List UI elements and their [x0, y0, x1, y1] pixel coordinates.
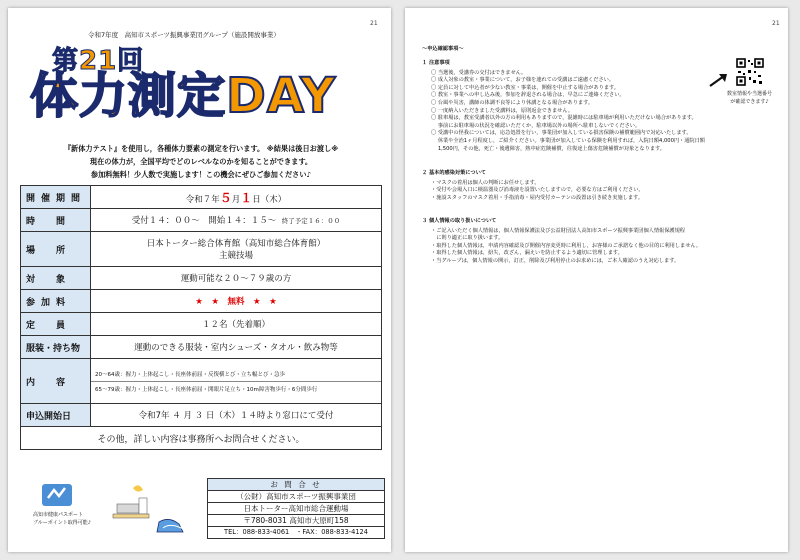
intro-line: 『新体力テスト』を使用し，各種体力要素の測定を行います。 ※結果は後日お渡し※ [63, 144, 339, 153]
section-heading: ～申込確認事項～ [422, 46, 464, 52]
qr-code-icon [736, 58, 764, 86]
target-label: 対 象 [21, 267, 91, 290]
table-row [21, 267, 382, 290]
logo-caption-line: ブルーポイント取得可能♪ [33, 520, 91, 526]
qr-caption-line: 数室情報や当選番号 [727, 91, 773, 97]
date-suffix: 日（木） [252, 194, 287, 205]
application-notes-page [405, 8, 788, 552]
content-value [91, 359, 382, 404]
section-list [422, 180, 767, 203]
list-item: ・当グループは，個人情報の開示，訂正，削除及び利用停止のお求めには，ご本人確認のうえ対応します。 [431, 257, 680, 264]
date-day: １ [240, 190, 253, 205]
table-row [21, 336, 382, 359]
contact-line: TEL：088-833-4061 ・FAX：088-833-4124 [224, 528, 368, 536]
list-item: に則り適正に取り扱います。 [431, 235, 504, 242]
list-item: 1,500円，その他，死亡・後遺障害，熱中症危険補償，往復途上傷害危険補償が対象となります。 [431, 145, 665, 152]
date-month: ５ [219, 190, 232, 205]
contact-box [207, 478, 385, 539]
time-main: 受付１４：００～ 開始１４：１５～ [131, 216, 277, 226]
page-title: 体力測定DAY [30, 68, 337, 124]
notes-heading [422, 46, 767, 56]
target-value: 運動可能な２０～７９歳の方 [91, 267, 382, 290]
intro-text [20, 142, 382, 181]
flyer-page [8, 8, 391, 552]
list-item: 〇 定員に対して申込者が少ない教室・事業は，開催を中止する場合があります。 [431, 84, 619, 91]
table-row [21, 427, 382, 450]
date-month-unit: 月 [231, 194, 241, 205]
section-infection [422, 170, 767, 202]
contact-line: （公財）高知市スポーツ振興事業団 [208, 491, 384, 503]
section-list [422, 70, 712, 154]
list-item: ・ご記入いただく個人情報は，個人情報保護法及び公益財団法人高知市スポーツ振興事業団個人情報保護規程 [431, 227, 685, 234]
list-item: 〇 一度納入いただきました受講料は，原則返金できません。 [431, 107, 574, 114]
date-value [91, 186, 382, 209]
table-row [21, 290, 382, 313]
contact-line: 日本トーター高知市総合運動場 [208, 503, 384, 515]
logo-caption [33, 511, 91, 527]
date-label: 開催期間 [21, 186, 91, 209]
capacity-value: １２名（先着順） [91, 313, 382, 336]
sports-equipment-illustration [103, 478, 191, 540]
table-row [21, 404, 382, 427]
page-number: 21 [772, 20, 780, 27]
list-item: 〇 台風や災害，講師の体調不良等により休講となる場合があります。 [431, 99, 594, 106]
list-item: ・受付や会場入口に検温器及び消毒液を設置いたしますので，必要な方はご利用ください。 [431, 187, 644, 194]
page-number: 21 [370, 20, 378, 27]
table-row [21, 313, 382, 336]
organizer-line: 令和7年度 高知市スポーツ振興事業団グループ（施設開放事業） [88, 31, 280, 39]
apply-value: 令和7年 ４ 月 ３ 日（木）１４時より窓口にて受付 [91, 404, 382, 427]
list-item: 休業や全治1ヶ月程度し，ご紹介ください。事業団が加入している保険を利用すれば，入院日額4,000円・通院日額 [431, 137, 705, 144]
fee-value: ★ ★ 無料 ★ ★ [91, 290, 382, 313]
list-item: 〇 受講中の怪我については，応急処置を行い，事業団が加入している損害保険の補償範囲内で対応いたします。 [431, 130, 692, 137]
place-value [91, 232, 382, 267]
title-number: 第21回 [52, 46, 145, 76]
list-item: 〇 駐車場は，教室受講者以外の方の利用もありますので，混雑時には駐車場が利用いただけない場合があります。 [431, 115, 697, 122]
content-label: 内 容 [21, 359, 91, 404]
clothing-label: 服装・持ち物 [21, 336, 91, 359]
list-item: 〇 成人対象の教室・事業について，お子様を連れての受講はご遠慮ください。 [431, 77, 615, 84]
logo-caption-line: 高知市健康パスポート [33, 512, 84, 518]
time-value [91, 209, 382, 232]
qr-caption-line: が確認できます♪ [730, 99, 769, 105]
other-info: その他，詳しい内容は事務所へお問合せください。 [21, 427, 382, 450]
list-item: ・取得した個人情報は，申請内容確認及び開催内容変更時に利用し，お客様のご承諾なく他の目的に利用しません。 [431, 242, 702, 249]
intro-line: 現在の体力が，全国平均でどのレベルなのかを知ることができます。 [89, 157, 313, 166]
list-item: 事前にお駐車場の状況を確認いただくか，駐車場以外の場所へ駐車しないでください。 [431, 122, 641, 129]
contact-line: 〒780-8031 高知市大原町158 [208, 515, 384, 527]
place-line: 主競技場 [218, 251, 253, 261]
list-item: ・施設スタッフのマスク着用・手指消毒・屋内受付カーテンの設置は引き続き実施します。 [431, 194, 644, 201]
list-item: ・マスクの着用は個人の判断にお任せします。 [431, 179, 540, 186]
content-item: 20～64歳：握力・上体起こし・長座体前屈・反復横とび・立ち幅とび・急歩 [91, 367, 381, 382]
health-passport-logo [40, 482, 74, 508]
section-title: ２ 基本的感染対策について [422, 170, 486, 176]
list-item: ・取得した個人情報は，紛失，改ざん，漏えいを防止するよう適切に管理します。 [431, 250, 623, 257]
time-end: 終了予定１６：００ [281, 217, 341, 225]
list-item: 〇 当選後，受講券の交付はできません。 [431, 69, 527, 76]
table-row [21, 186, 382, 209]
section-list [422, 228, 767, 266]
place-line: 日本トーター総合体育館（高知市総合体育館） [146, 239, 326, 249]
table-row [21, 209, 382, 232]
fee-label: 参加料 [21, 290, 91, 313]
section-title: １ 注意事項 [422, 60, 450, 66]
capacity-label: 定 員 [21, 313, 91, 336]
intro-line: 参加料無料！少人数で実施します！この機会にぜひご参加ください♪ [90, 170, 312, 179]
contact-title: お 問 合 せ [208, 479, 384, 491]
section-privacy [422, 218, 767, 266]
place-label: 場 所 [21, 232, 91, 267]
time-label: 時 間 [21, 209, 91, 232]
list-item: 〇 教室・事業への申し込み後，参加を辞退される場合は，早急にご連絡ください。 [431, 92, 625, 99]
event-info-table [20, 185, 382, 450]
section-notes [422, 60, 712, 153]
qr-caption [727, 90, 772, 106]
content-item: 65～79歳：握力・上体起こし・長座体前屈・開眼片足立ち・10m障害物歩行・6分間歩行 [95, 386, 318, 393]
clothing-value: 運動のできる服装・室内シューズ・タオル・飲み物等 [91, 336, 382, 359]
table-row [21, 232, 382, 267]
section-title: ３ 個人情報の取り扱いについて [422, 218, 497, 224]
apply-label: 申込開始日 [21, 404, 91, 427]
table-row [21, 359, 382, 404]
date-prefix: 令和７年 [185, 194, 220, 205]
